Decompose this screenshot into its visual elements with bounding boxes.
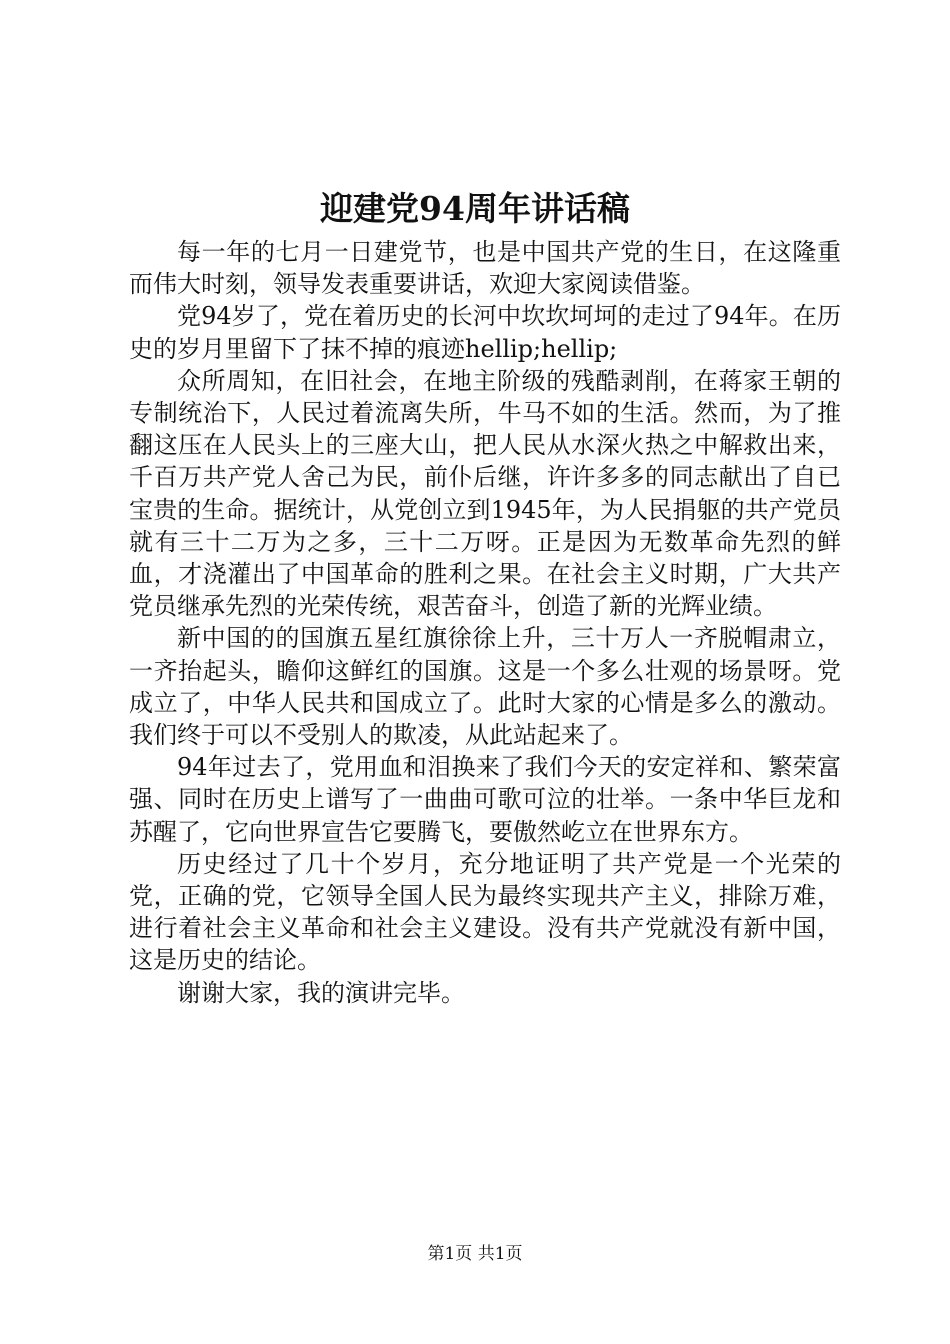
paragraph-new-china: 新中国的的国旗五星红旗徐徐上升，三十万人一齐脱帽肃立，一齐抬起头，瞻仰这鲜红的国旗。这是一个多么壮观的场景呀。党成立了，中华人民共和国成立了。此时大家的心情是多么的激动。我们终于可以不受别人的欺凌，从此站起来了。 — [129, 624, 841, 750]
paragraph-94-years: 党94岁了，党在着历史的长河中坎坎坷坷的走过了94年。在历史的岁月里留下了抹不掉的痕迹hellip;hellip; — [129, 302, 841, 363]
document-title: 迎建党94周年讲话稿 — [320, 189, 630, 228]
document-body — [129, 236, 841, 1009]
paragraph-closing: 谢谢大家，我的演讲完毕。 — [177, 978, 465, 1007]
paragraph-history-conclusion: 历史经过了几十个岁月，充分地证明了共产党是一个光荣的党，正确的党，它领导全国人民为最终实现共产主义，排除万难，进行着社会主义革命和社会主义建设。没有共产党就没有新中国，这是历史的结论。 — [129, 849, 841, 975]
page-footer: 第1页 共1页 — [427, 1244, 523, 1264]
paragraph-old-society: 众所周知，在旧社会，在地主阶级的残酷剥削，在蒋家王朝的专制统治下，人民过着流离失所，牛马不如的生活。然而，为了推翻这压在人民头上的三座大山，把人民从水深火热之中解救出来，千百万共产党人舍己为民，前仆后继，许许多多的同志献出了自已宝贵的生命。据统计，从党创立到1945年，为人民捐躯的共产党员就有三十二万为之多，三十二万呀。正是因为无数革命先烈的鲜血，才浇灌出了中国革命的胜利之果。在社会主义时期，广大共产党员继承先烈的光荣传统，艰苦奋斗，创造了新的光辉业绩。 — [129, 366, 841, 621]
paragraph-94-years-passed: 94年过去了，党用血和泪换来了我们今天的安定祥和、繁荣富强、同时在历史上谱写了一曲曲可歌可泣的壮举。一条中华巨龙和苏醒了，它向世界宣告它要腾飞，要傲然屹立在世界东方。 — [129, 753, 841, 846]
paragraph-intro: 每一年的七月一日建党节，也是中国共产党的生日，在这隆重而伟大时刻，领导发表重要讲话，欢迎大家阅读借鉴。 — [129, 238, 841, 299]
